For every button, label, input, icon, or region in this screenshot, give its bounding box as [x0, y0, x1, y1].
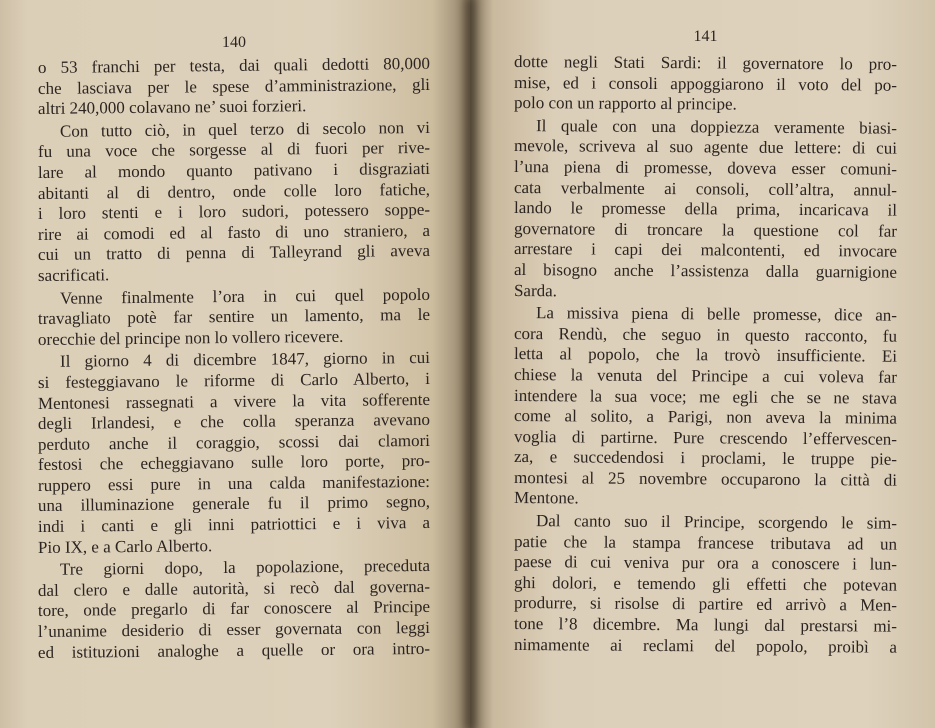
text-line: ed istituzioni analoghe a quelle or ora intro- [37, 638, 431, 662]
left-page-text [37, 53, 431, 663]
right-page-text [514, 52, 897, 655]
text-line: chiese la venuta del Principe a cui voleva far [513, 364, 898, 387]
text-line: Sarda. [513, 280, 558, 300]
text-line: rire ai comodi ed al fasto di uno straniero, a [37, 220, 431, 244]
page-number-left: 140 [222, 34, 246, 51]
text-line: letta al popolo, che la trovò insufficiente. Ei [513, 344, 898, 366]
text-line: cui un tratto di penna di Talleyrand gli aveva [37, 241, 431, 265]
text-line: nimamente ai reclami del popolo, proibì a [513, 634, 898, 657]
text-line: La missiva piena di belle promesse, dice an- [535, 303, 898, 325]
text-line: Mentonesi rassegnati a vivere la vita sofferente [37, 389, 431, 413]
text-line: dotte negli Stati Sardi: il governatore lo pro- [513, 52, 898, 74]
text-line: travagliato potè far sentire un lamento, ma le [37, 305, 431, 329]
page-number-right: 141 [693, 28, 718, 45]
text-line: tore, onde pregarlo di far conoscere al Principe [37, 597, 431, 621]
text-line: festosi che echeggiavano sulle loro porte, pro- [37, 451, 431, 475]
text-line: lare al mondo quanto pativano i disgraziati [37, 158, 431, 182]
text-line: l’una piena di promesse, doveva esser comuni- [513, 156, 898, 179]
text-line: Il giorno 4 di dicembre 1847, giorno in cui [59, 348, 431, 372]
text-line: produrre, si risolse di partire ed arrivò a Men- [513, 593, 898, 616]
text-line: al bisogno anche l’assistenza dalla guarnigione [513, 259, 898, 282]
text-line: fu una voce che sorgesse al di fuori per rive- [37, 138, 431, 162]
text-line: voglia di partirne. Pure crescendo l’effervescen- [513, 426, 898, 449]
text-line: mevole, scriveva al suo agente due lettere: di cui [513, 136, 898, 159]
text-line: patie che la stampa francese tributava ad un [513, 531, 898, 554]
text-line: governatore di troncare la questione col far [513, 218, 898, 241]
text-line: abitanti al di dentro, onde colle loro fatiche, [37, 179, 431, 203]
text-line: arrestare i capi dei malcontenti, ed invocare [513, 239, 898, 262]
text-line: mise, ed i consoli appoggiarono il voto del po- [513, 72, 898, 95]
text-line: altri 240,000 colavano ne’ suoi forzieri. [37, 96, 307, 119]
text-line: come al solito, a Parigi, non aveva la minima [513, 406, 898, 428]
text-line: l’unanime desiderio di esser governata con leggi [37, 617, 431, 642]
text-line: dal clero e dalle autorità, si recò dal governa- [37, 576, 431, 600]
text-line: che lasciava per le spese d’amministrazione, gli [37, 74, 431, 98]
text-line: za, e succedendosi i proclami, le truppe pie- [513, 447, 898, 469]
text-line: Venne finalmente l’ora in cui quel popolo [59, 284, 431, 308]
text-line: paese di cui veniva pur ora a conoscere i lun- [513, 552, 898, 574]
text-line: Mentone. [513, 488, 579, 508]
text-line: ruppero essi pure in una calda manifestazione: [37, 471, 431, 495]
right-page [470, 0, 935, 728]
text-line: lando le promesse della prima, incaricava il [513, 198, 898, 220]
text-line: cora Rendù, che seguo in questo racconto, fu [513, 323, 898, 346]
text-line: Pio IX, e a Carlo Alberto. [37, 535, 213, 557]
text-line: o 53 franchi per testa, dai quali dedotti 80,000 [37, 53, 431, 77]
text-line: tone l’8 dicembre. Ma lungi dal prestarsi mi- [513, 614, 898, 636]
text-line: perduto anche il coraggio, scossi dai clamori [37, 430, 431, 454]
text-line: degli Irlandesi, e che colla speranza avevano [37, 409, 431, 434]
text-line: orecchie del principe non lo vollero ricevere. [37, 326, 344, 349]
text-line: una illuminazione generale fu il primo segno, [37, 492, 431, 516]
text-line: Dal canto suo il Principe, scorgendo le sim- [535, 511, 898, 533]
text-line: ghi dolori, e temendo gli effetti che potevan [513, 572, 898, 595]
text-line: polo con un rapporto al principe. [513, 93, 737, 114]
text-line: si festeggiavano le riforme di Carlo Alberto, i [37, 368, 431, 392]
text-line: montesi al 25 novembre occuparono la città di [513, 467, 898, 490]
text-line: Con tutto ciò, in quel terzo di secolo non vi [59, 117, 431, 141]
text-line: indi i canti e gli inni patriottici e i viva a [37, 512, 431, 537]
text-line: Il quale con una doppiezza veramente biasi- [535, 115, 898, 138]
text-line: cata verbalmente ai consoli, coll’altra, annul- [513, 177, 898, 200]
text-line: i loro stenti e i loro sudori, potessero soppe- [37, 200, 431, 224]
text-line: intendere la sua voce; me egli che se ne stava [513, 385, 898, 408]
text-line: Tre giorni dopo, la popolazione, preceduta [59, 556, 431, 580]
text-line: sacrificati. [37, 265, 110, 285]
